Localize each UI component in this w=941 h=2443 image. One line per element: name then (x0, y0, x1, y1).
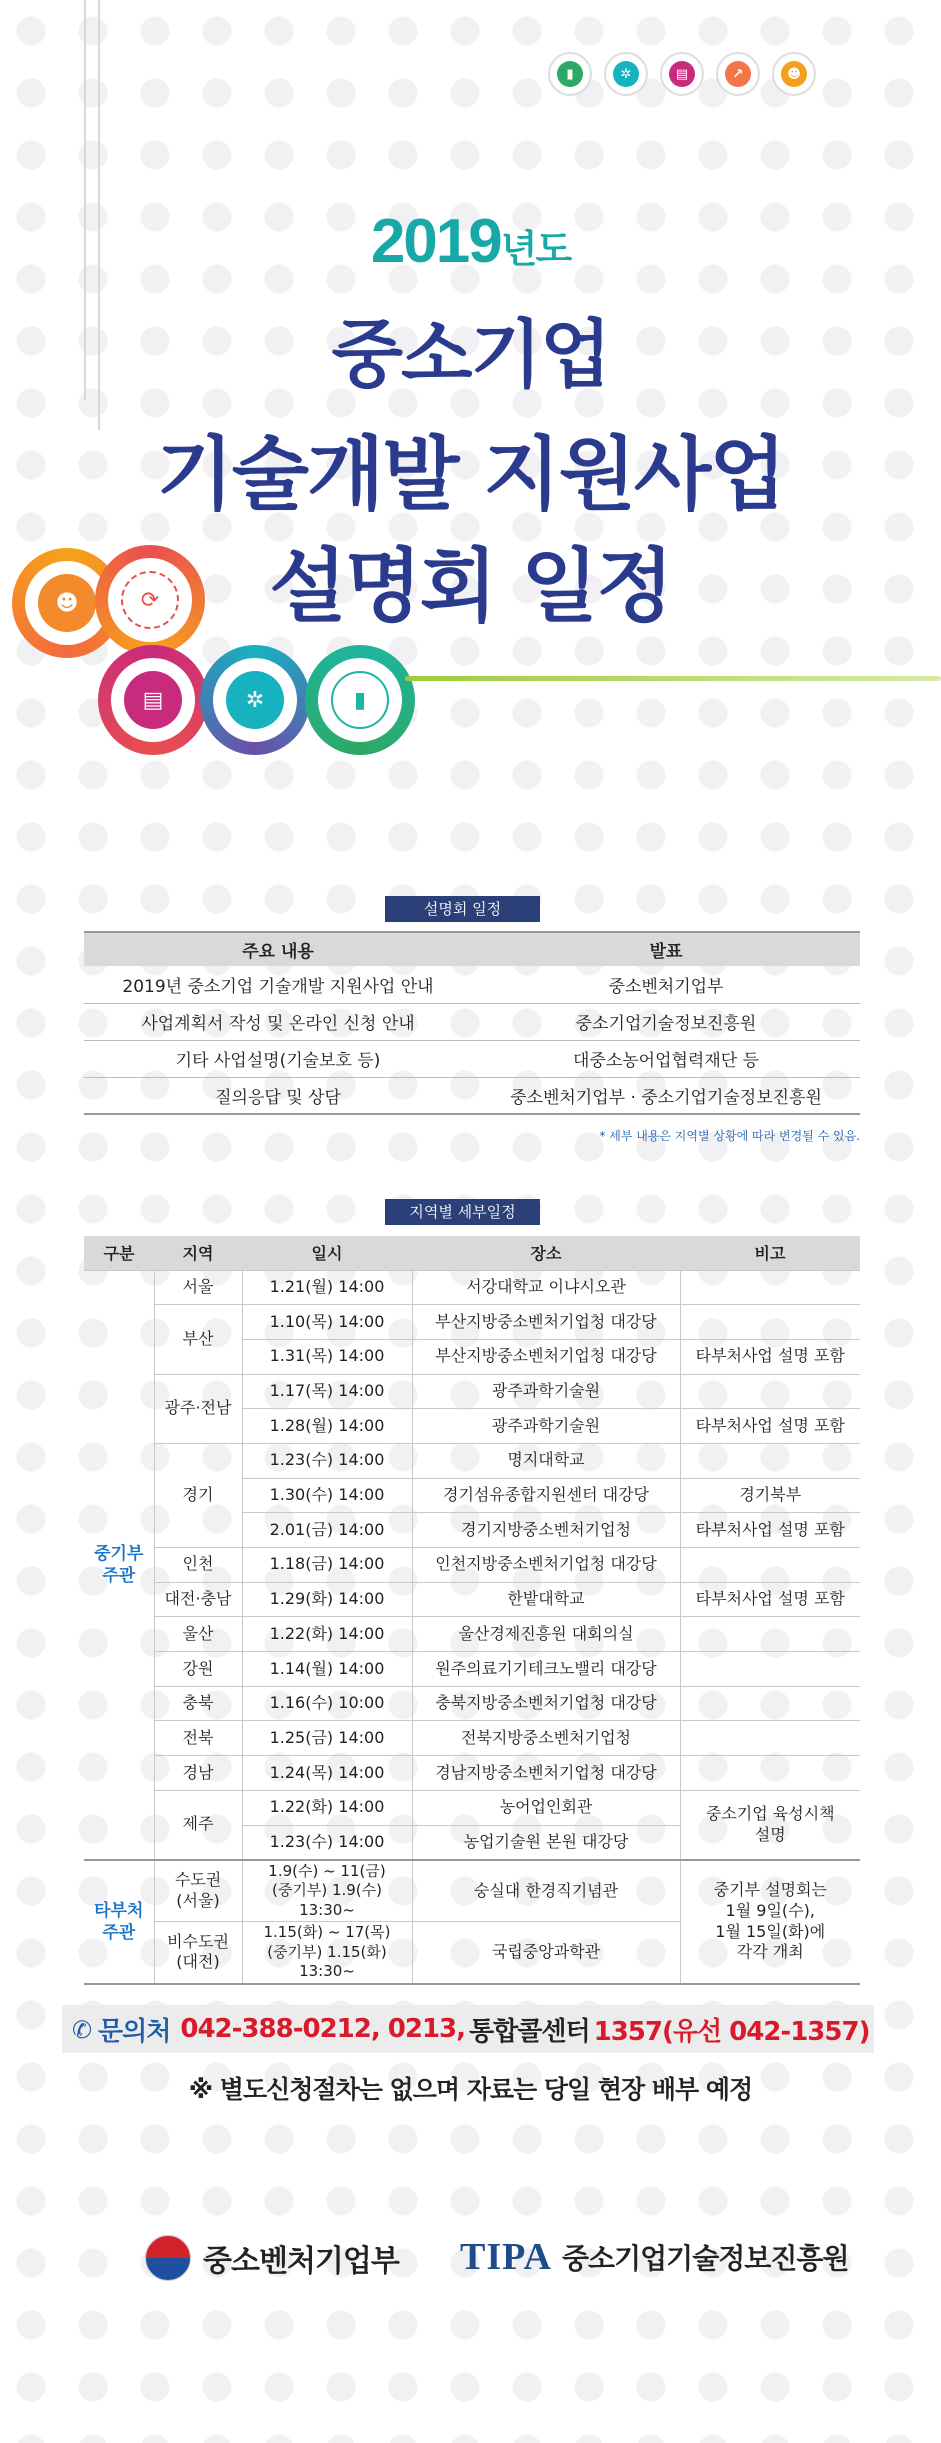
people-icon: ☻ (772, 52, 816, 96)
table-row (84, 1652, 860, 1687)
note-cell (680, 1686, 860, 1721)
chart-icon: ⟳ (121, 571, 179, 629)
table-row (84, 1305, 860, 1340)
decor-circle (305, 645, 415, 755)
date-cell: 1.23(수) 14:00 (242, 1825, 412, 1860)
date-cell: 1.14(월) 14:00 (242, 1652, 412, 1687)
date-cell: 1.22(화) 14:00 (242, 1617, 412, 1652)
table-note: * 세부 내용은 지역별 상황에 따라 변경될 수 있음. (599, 1129, 860, 1143)
tipa-mark: TIPA (460, 2236, 552, 2278)
call-center-numbers: 1357(유선 042-1357) (593, 2016, 870, 2047)
place-cell: 광주과학기술원 (412, 1409, 680, 1444)
note-cell (680, 1548, 860, 1583)
note-cell (680, 1617, 860, 1652)
place-cell: 부산지방중소벤처기업청 대강당 (412, 1339, 680, 1374)
table-row (84, 1443, 860, 1478)
date-cell: 1.18(금) 14:00 (242, 1548, 412, 1583)
call-center-label: 통합콜센터 (469, 2016, 590, 2047)
region-cell: 충북 (154, 1686, 242, 1721)
region-cell: 울산 (154, 1617, 242, 1652)
region-cell: 광주·전남 (154, 1374, 242, 1443)
page-title-line2: 기술개발 지원사업 (156, 428, 785, 521)
page-year: 2019년도 (370, 207, 571, 276)
place-cell: 경기섬유종합지원센터 대강당 (412, 1478, 680, 1513)
phone-icon: ✆ (72, 2016, 92, 2044)
column-header: 일시 (242, 1236, 412, 1270)
table-row (84, 1756, 860, 1791)
taegeuk-icon (145, 2235, 191, 2281)
table-row (84, 1077, 860, 1114)
schedule-table (84, 1236, 860, 1985)
region-cell: 대전·충남 (154, 1582, 242, 1617)
date-cell: 1.9(수) ~ 11(금) (중기부) 1.9(수) 13:30~ (242, 1860, 412, 1922)
table-cell: 기타 사업설명(기술보호 등) (84, 1040, 472, 1077)
note-cell (680, 1270, 860, 1305)
ministry-logo (145, 2235, 399, 2281)
note-cell: 중기부 설명회는 1월 9일(수), 1월 15일(화)에 각각 개최 (680, 1860, 860, 1984)
region-cell: 인천 (154, 1548, 242, 1583)
column-header: 장소 (412, 1236, 680, 1270)
date-cell: 1.25(금) 14:00 (242, 1721, 412, 1756)
date-cell: 1.10(목) 14:00 (242, 1305, 412, 1340)
place-cell: 광주과학기술원 (412, 1374, 680, 1409)
table-row (84, 1374, 860, 1409)
note-cell: 타부처사업 설명 포함 (680, 1582, 860, 1617)
region-cell: 경기 (154, 1443, 242, 1547)
region-cell: 부산 (154, 1305, 242, 1374)
date-cell: 1.22(화) 14:00 (242, 1790, 412, 1825)
column-header: 구분 (84, 1236, 154, 1270)
section2-label: 지역별 세부일정 (385, 1199, 540, 1225)
table-cell: 중소벤처기업부 (472, 966, 860, 1003)
table-row (84, 1582, 860, 1617)
notice-text: ※ 별도신청절차는 없으며 자료는 당일 현장 배부 예정 (188, 2075, 753, 2104)
table-row (84, 1721, 860, 1756)
document-icon: ▤ (124, 671, 182, 729)
table-row (84, 1790, 860, 1825)
decor-circle (98, 645, 208, 755)
place-cell: 농어업인회관 (412, 1790, 680, 1825)
place-cell: 경남지방중소벤처기업청 대강당 (412, 1756, 680, 1791)
date-cell: 1.24(목) 14:00 (242, 1756, 412, 1791)
overview-table (84, 931, 860, 1115)
note-cell (680, 1721, 860, 1756)
table-row (84, 966, 860, 1003)
table-row (84, 1548, 860, 1583)
table-cell: 질의응답 및 상담 (84, 1077, 472, 1114)
note-cell (680, 1756, 860, 1791)
note-cell (680, 1305, 860, 1340)
note-cell (680, 1443, 860, 1478)
region-cell: 서울 (154, 1270, 242, 1305)
page-title-line1: 중소기업 (331, 312, 610, 398)
place-cell: 전북지방중소벤처기업청 (412, 1721, 680, 1756)
date-cell: 2.01(금) 14:00 (242, 1513, 412, 1548)
table-row (84, 1270, 860, 1305)
top-icon-row (548, 52, 816, 96)
place-cell: 숭실대 한경직기념관 (412, 1860, 680, 1922)
place-cell: 울산경제진흥원 대회의실 (412, 1617, 680, 1652)
note-cell: 타부처사업 설명 포함 (680, 1409, 860, 1444)
region-cell: 비수도권 (대전) (154, 1922, 242, 1984)
table-row (84, 1003, 860, 1040)
place-cell: 경기지방중소벤처기업청 (412, 1513, 680, 1548)
date-cell: 1.28(월) 14:00 (242, 1409, 412, 1444)
region-cell: 강원 (154, 1652, 242, 1687)
ministry-name: 중소벤처기업부 (203, 2244, 399, 2279)
tipa-logo (460, 2235, 849, 2279)
date-cell: 1.30(수) 14:00 (242, 1478, 412, 1513)
date-cell: 1.29(화) 14:00 (242, 1582, 412, 1617)
organizer-cell: 타부처 주관 (84, 1860, 154, 1984)
table-cell: 중소벤처기업부 · 중소기업기술정보진흥원 (472, 1077, 860, 1114)
note-cell: 경기북부 (680, 1478, 860, 1513)
column-header: 발표 (472, 932, 860, 966)
column-header: 지역 (154, 1236, 242, 1270)
column-header: 비고 (680, 1236, 860, 1270)
chart-icon: ↗ (716, 52, 760, 96)
decor-line (405, 676, 941, 681)
place-cell: 농업기술원 본원 대강당 (412, 1825, 680, 1860)
book-icon: ▮ (331, 671, 389, 729)
table-row (84, 1040, 860, 1077)
table-cell: 중소기업기술정보진흥원 (472, 1003, 860, 1040)
people-icon: ☻ (38, 574, 96, 632)
region-cell: 제주 (154, 1790, 242, 1859)
table-row (84, 1860, 860, 1922)
contact-bar (62, 2005, 874, 2053)
decor-circle (200, 645, 310, 755)
book-icon: ▮ (548, 52, 592, 96)
page-title-line3: 설명회 일정 (269, 540, 672, 633)
place-cell: 국립중앙과학관 (412, 1922, 680, 1984)
date-cell: 1.21(월) 14:00 (242, 1270, 412, 1305)
network-icon: ✲ (226, 671, 284, 729)
document-icon: ▤ (660, 52, 704, 96)
place-cell: 원주의료기기테크노밸리 대강당 (412, 1652, 680, 1687)
region-cell: 전북 (154, 1721, 242, 1756)
table-header-row (84, 1236, 860, 1270)
region-cell: 경남 (154, 1756, 242, 1791)
table-cell: 사업계획서 작성 및 온라인 신청 안내 (84, 1003, 472, 1040)
tipa-name: 중소기업기술정보진흥원 (561, 2242, 849, 2275)
date-cell: 1.31(목) 14:00 (242, 1339, 412, 1374)
contact-label: 문의처 (98, 2016, 171, 2047)
contact-numbers: 042-388-0212, 0213, (180, 2014, 466, 2044)
table-cell: 대중소농어업협력재단 등 (472, 1040, 860, 1077)
place-cell: 서강대학교 이냐시오관 (412, 1270, 680, 1305)
place-cell: 인천지방중소벤처기업청 대강당 (412, 1548, 680, 1583)
column-header: 주요 내용 (84, 932, 472, 966)
date-cell: 1.16(수) 10:00 (242, 1686, 412, 1721)
section1-label: 설명회 일정 (385, 896, 540, 922)
organizer-cell: 중기부 주관 (84, 1270, 154, 1860)
region-cell: 수도권 (서울) (154, 1860, 242, 1922)
place-cell: 한밭대학교 (412, 1582, 680, 1617)
note-cell (680, 1374, 860, 1409)
date-cell: 1.17(목) 14:00 (242, 1374, 412, 1409)
note-cell (680, 1652, 860, 1687)
place-cell: 명지대학교 (412, 1443, 680, 1478)
note-cell: 중소기업 육성시책 설명 (680, 1790, 860, 1859)
date-cell: 1.15(화) ~ 17(목) (중기부) 1.15(화) 13:30~ (242, 1922, 412, 1984)
table-row (84, 1686, 860, 1721)
date-cell: 1.23(수) 14:00 (242, 1443, 412, 1478)
note-cell: 타부처사업 설명 포함 (680, 1339, 860, 1374)
network-icon: ✲ (604, 52, 648, 96)
decor-circle (95, 545, 205, 655)
table-header-row (84, 932, 860, 966)
place-cell: 부산지방중소벤처기업청 대강당 (412, 1305, 680, 1340)
table-row (84, 1617, 860, 1652)
note-cell: 타부처사업 설명 포함 (680, 1513, 860, 1548)
table-cell: 2019년 중소기업 기술개발 지원사업 안내 (84, 966, 472, 1003)
place-cell: 충북지방중소벤처기업청 대강당 (412, 1686, 680, 1721)
